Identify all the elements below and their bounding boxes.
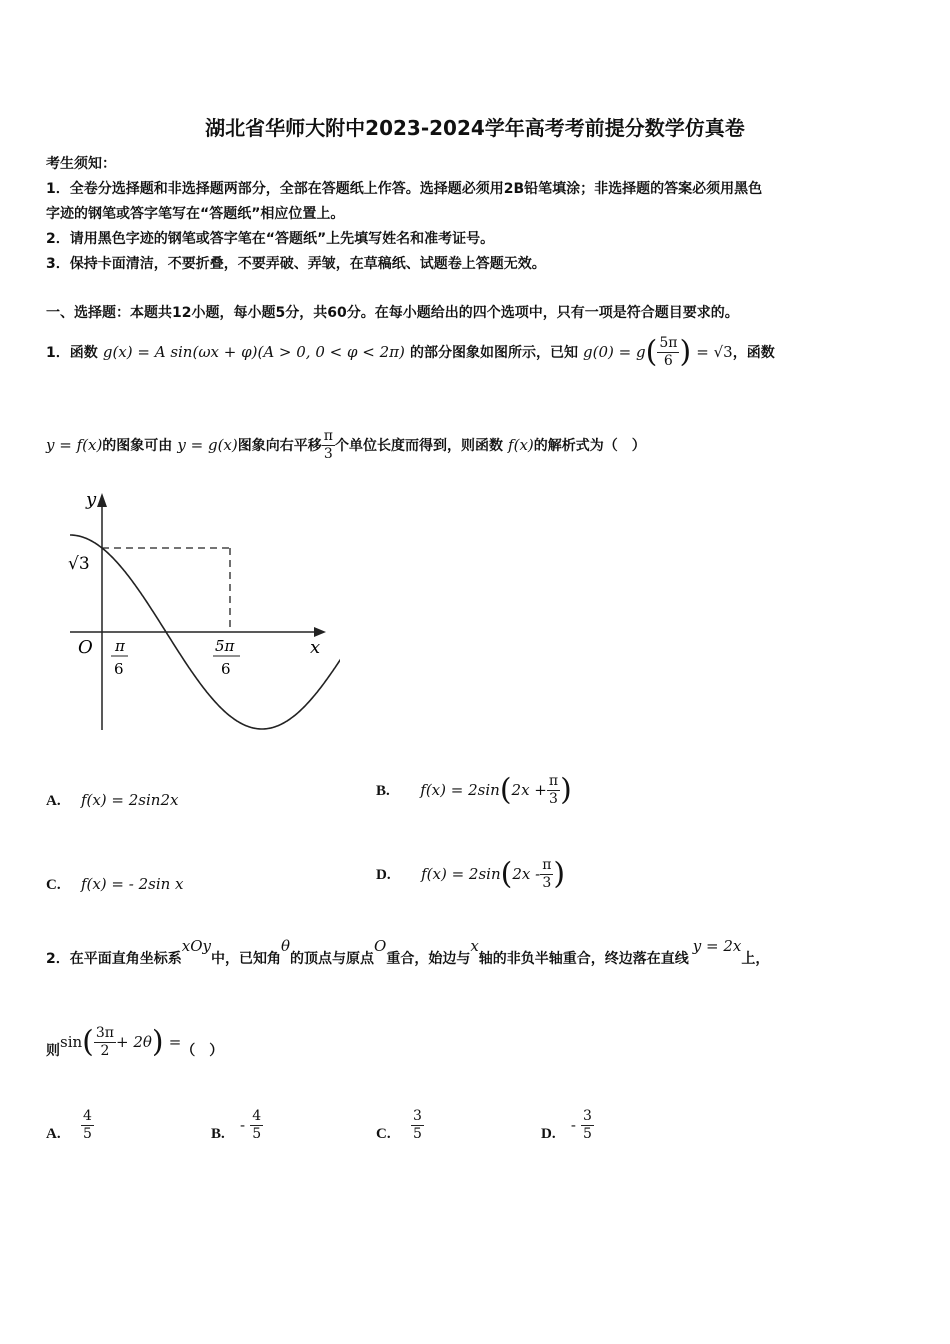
q2-t1: 中，已知角 [210, 951, 281, 967]
q1-function: g(x) = A sin(ωx + φ)(A > 0, 0 < φ < 2π) [102, 343, 405, 361]
q2-option-b[interactable]: B. - $\frac{4}{5}$ [211, 1108, 262, 1142]
graph-tick2-den: 6 [221, 660, 231, 678]
q1-line2-a: 的图象可由 [102, 438, 173, 454]
q1-line2-d: 的解析式为（ ） [533, 438, 646, 454]
q2-x: x [470, 937, 479, 955]
notice-line-2: 2．请用黑色字迹的钢笔或答字笔在“答题纸”上先填写姓名和准考证号。 [46, 231, 495, 247]
graph-sqrt3-label: √3 [68, 554, 90, 574]
q1-shift-fraction: $\frac{\pi}{3}$ [323, 428, 333, 462]
q1-option-d-fraction: $\frac{\pi}{3}$ [542, 857, 552, 891]
q1-text-1: 的部分图象如图所示，已知 [409, 345, 578, 361]
q2-option-c-fraction: $\frac{3}{5}$ [412, 1108, 422, 1142]
q2-fraction: $\frac{3\pi}{2}$ [95, 1025, 114, 1059]
q1-y-equals-f: y = f(x) [46, 436, 103, 454]
question-1-line-2 [46, 428, 646, 463]
q2-option-d[interactable]: D. - $\frac{3}{5}$ [541, 1108, 592, 1142]
notice-line-3: 3．保持卡面清洁，不要折叠，不要弄破、弄皱，在草稿纸、试题卷上答题无效。 [46, 256, 546, 272]
q2-theta: θ [280, 937, 291, 955]
q2-t5: 上， [741, 951, 770, 967]
y-axis-arrow [97, 493, 107, 507]
q1-option-c-text: f(x) = - 2sin x [80, 875, 184, 893]
q2-t2: 的顶点与原点 [290, 951, 375, 967]
q2-then: 则 [46, 1043, 60, 1059]
q2-origin: O [374, 937, 387, 955]
question-1-line-1: 1．函数 g(x) = A sin(ωx + φ)(A > 0, 0 < φ < 2π) 的部分图象如图所示，已知 g(0) = g( $\frac{5\pi}{6}$ ) = √3，函数 [46, 334, 775, 370]
graph-tick2-num: 5π [215, 637, 235, 655]
q2-option-a-fraction: $\frac{4}{5}$ [82, 1108, 92, 1142]
q1-text-2: ，函数 [732, 345, 775, 361]
page-title: 湖北省华师大附中2023-2024学年高考考前提分数学仿真卷 [205, 116, 745, 140]
q2-t4: 轴的非负半轴重合，终边落在直线 [478, 951, 689, 967]
q1-option-a[interactable]: A. f(x) = 2sin2x [46, 791, 179, 809]
q1-option-d-pre: f(x) = 2sin [421, 865, 501, 883]
q2-sin: sin [60, 1033, 83, 1051]
question-2-line-1 [46, 937, 770, 967]
q1-number: 1．函数 [46, 345, 98, 361]
x-axis-arrow [314, 627, 326, 637]
q1-option-c[interactable]: C. f(x) = - 2sin x [46, 875, 184, 893]
q2-t3: 重合，始边与 [386, 951, 471, 967]
q1-option-a-text: f(x) = 2sin2x [80, 791, 179, 809]
question-2-line-2: 则sin( $\frac{3\pi}{2}$ + 2θ) =（ ） [46, 1024, 224, 1060]
graph-y-label: y [86, 489, 97, 510]
q1-line2-b: 图象向右平移 [237, 438, 322, 454]
q2-plus-2theta: + 2θ [115, 1033, 152, 1051]
q1-option-b-fraction: $\frac{\pi}{3}$ [548, 773, 559, 807]
notice-line-1a: 1．全卷分选择题和非选择题两部分，全部在答题纸上作答。选择题必须用2B铅笔填涂；非选择题的答案必须用黑色 [46, 181, 763, 197]
q1-graph [60, 485, 340, 735]
q1-condition-right: = √3 [696, 343, 733, 361]
section-heading: 一、选择题：本题共12小题，每小题5分，共60分。在每小题给出的四个选项中，只有一项是符合题目要求的。 [46, 305, 739, 321]
q1-y-equals-g: y = g(x) [177, 436, 238, 454]
q2-option-b-fraction: $\frac{4}{5}$ [252, 1108, 262, 1142]
graph-tick1-num: π [115, 637, 125, 655]
q2-equals: = [168, 1033, 182, 1051]
q2-option-a[interactable]: A. $\frac{4}{5}$ [46, 1108, 92, 1142]
q1-line2-c: 个单位长度而得到，则函数 [334, 438, 503, 454]
q2-line: y = 2x [692, 937, 742, 955]
q1-condition-left: g(0) = g [583, 343, 646, 361]
q1-condition-fraction: $\frac{5\pi}{6}$ [659, 335, 678, 369]
q2-blank: （ ） [181, 1043, 224, 1059]
notice-line-1b: 字迹的钢笔或答字笔写在“答题纸”相应位置上。 [46, 206, 345, 222]
graph-x-label: x [310, 637, 321, 658]
q1-option-b[interactable]: B. f(x) = 2sin(2x + $\frac{\pi}{3}$ ) [376, 772, 572, 808]
q2-number: 2．在平面直角坐标系 [46, 951, 182, 967]
notice-heading: 考生须知： [46, 156, 116, 172]
q1-option-b-pre: f(x) = 2sin [420, 781, 500, 799]
q2-option-c[interactable]: C. $\frac{3}{5}$ [376, 1108, 422, 1142]
q2-xoy: xOy [181, 937, 211, 955]
graph-tick1-den: 6 [114, 660, 124, 678]
q1-option-d[interactable]: D. f(x) = 2sin(2x - $\frac{\pi}{3}$ ) [376, 856, 566, 892]
q1-f-of-x: f(x) [508, 436, 534, 454]
graph-origin-label: O [78, 637, 93, 658]
q2-option-d-fraction: $\frac{3}{5}$ [583, 1108, 592, 1142]
